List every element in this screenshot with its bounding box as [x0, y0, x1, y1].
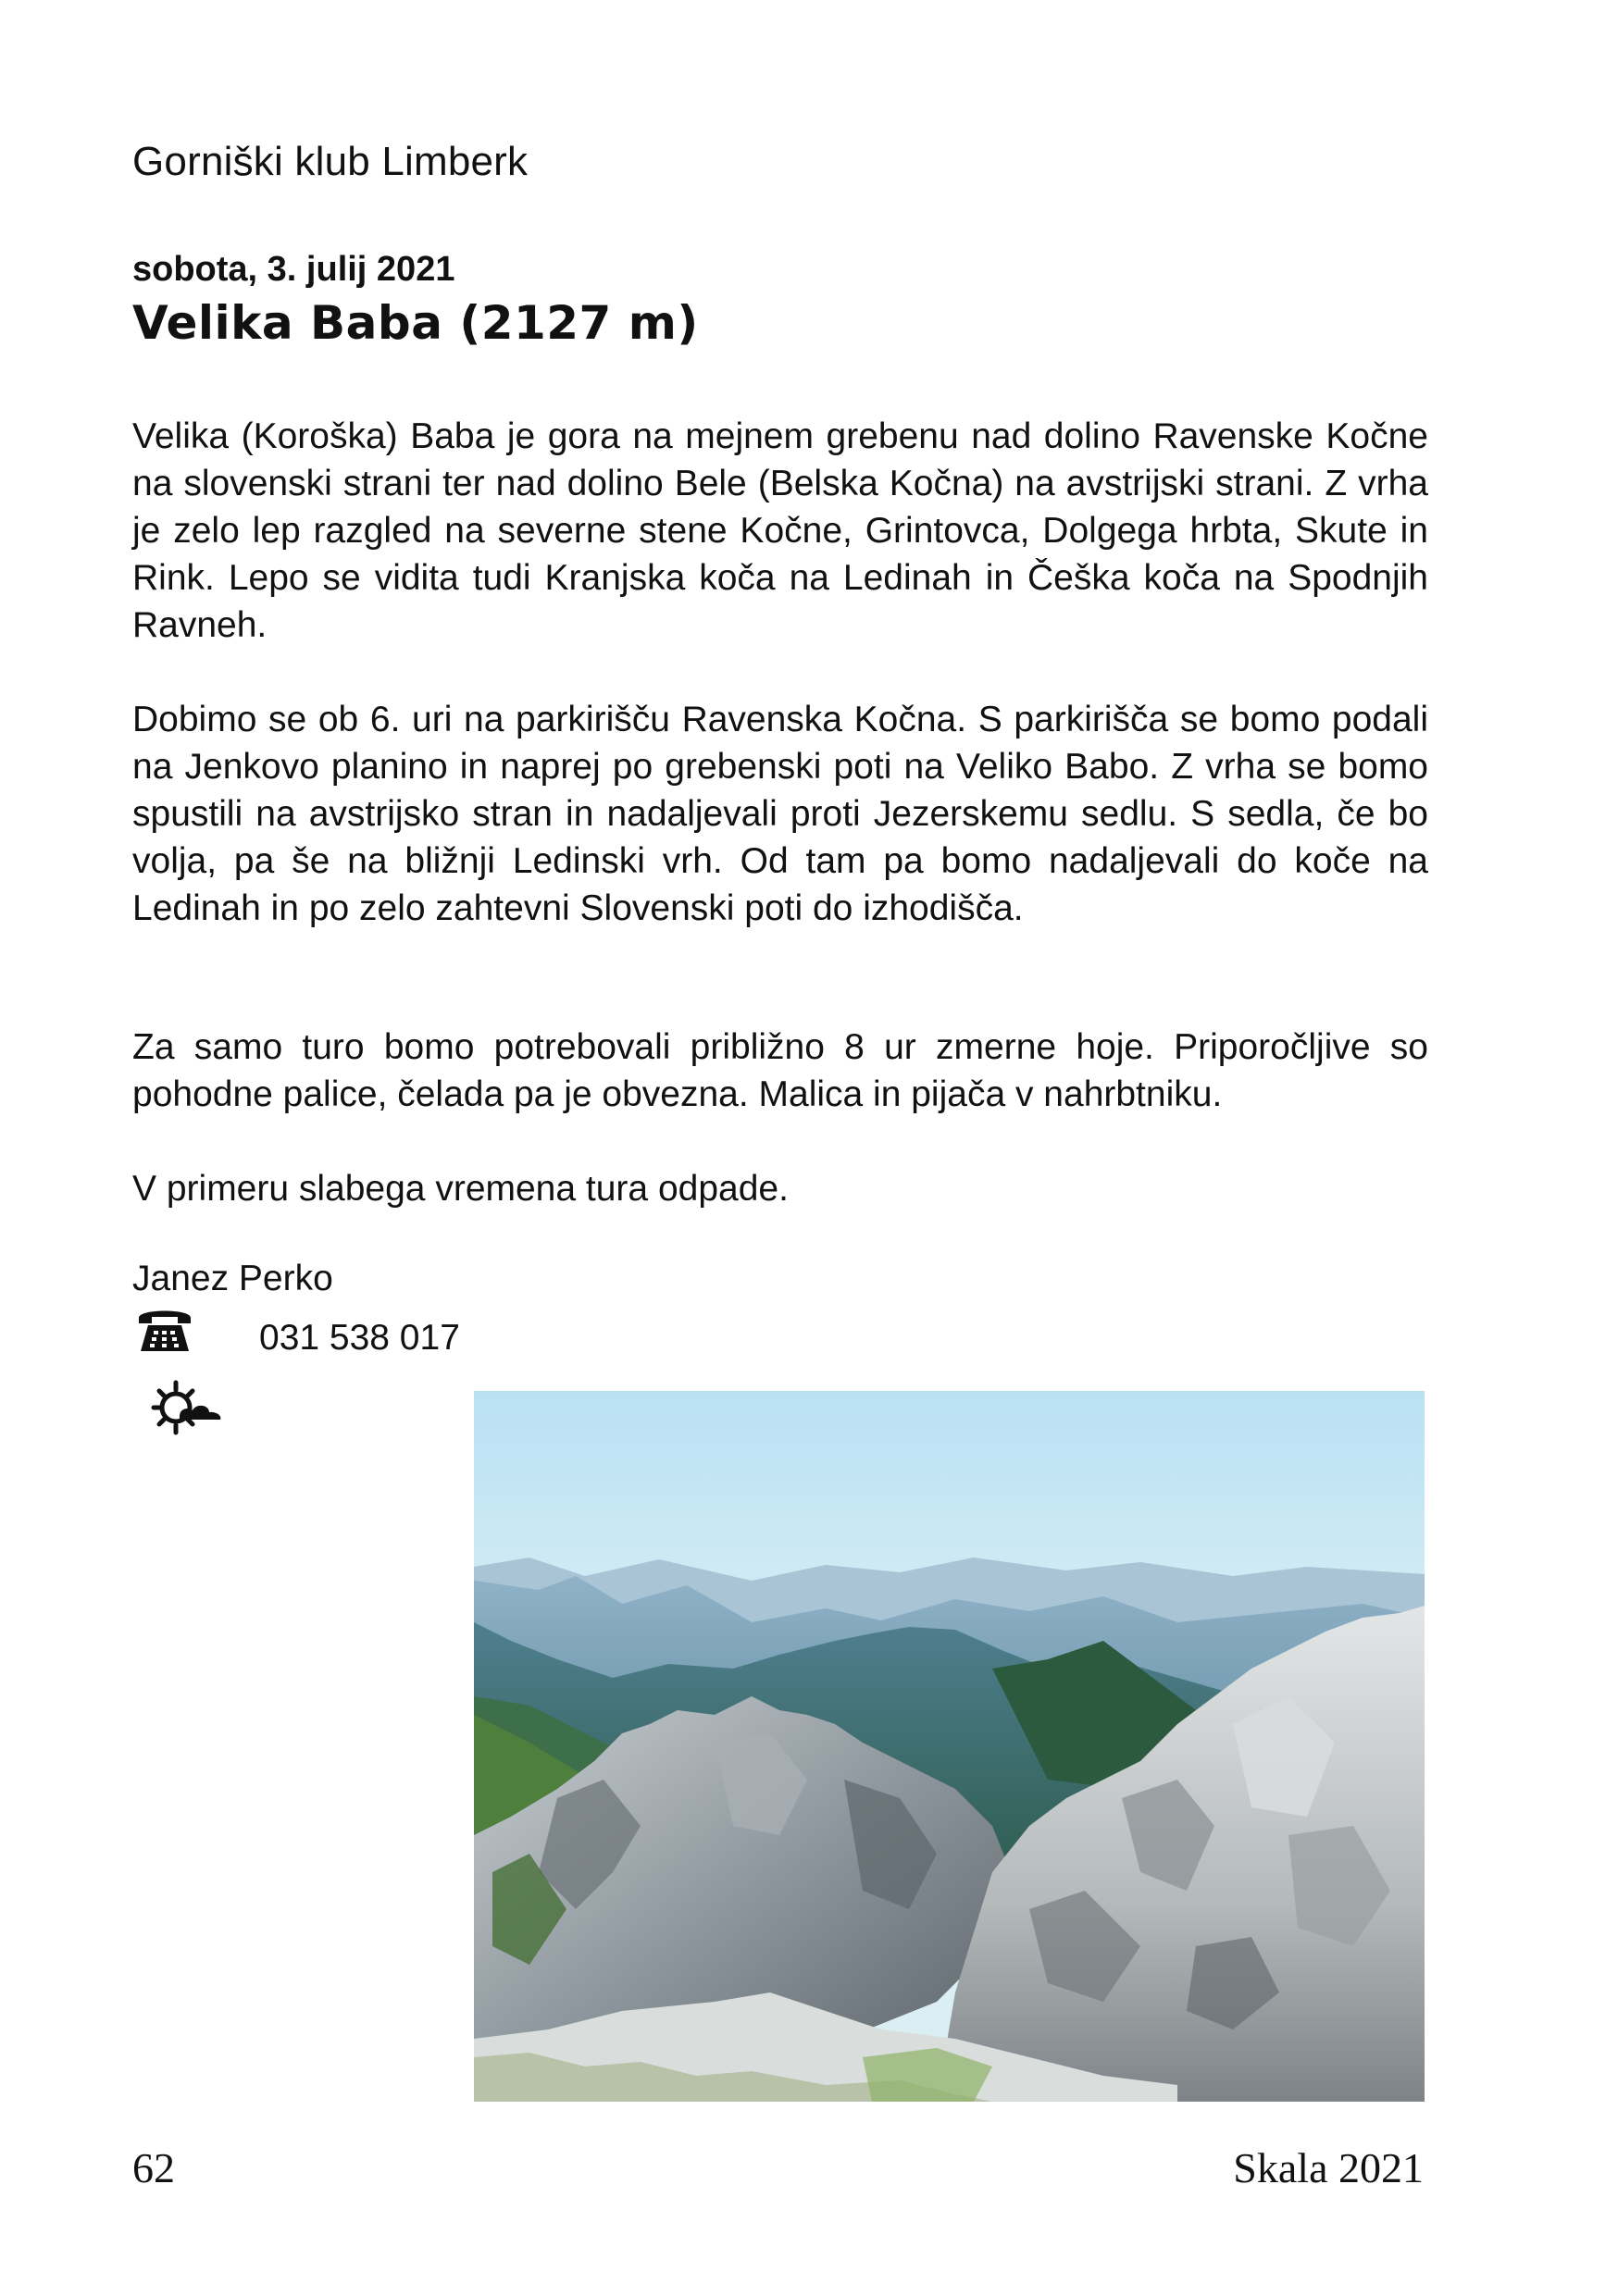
paragraph-weather-note: V primeru slabega vremena tura odpade.	[132, 1169, 789, 1209]
paragraph-equipment: Za samo turo bomo potrebovali približno 8 ur zmerne hoje. Priporočljive so pohodne palice, čelada pa je obvezna. Malica in pijača v nahrbtniku.	[132, 1027, 1428, 1114]
event-title: Velika Baba (2127 m)	[132, 296, 699, 350]
paragraph-description: Velika (Koroška) Baba je gora na mejnem grebenu nad dolino Ravenske Kočne na slovenski strani ter nad dolino Bele (Belska Kočna) na avstrijski strani. Z vrha je zelo lep razgled na severne stene Kočne, Grintovca, Dolgega hrbta, Skute in Rink. Lepo se vidita tudi Kranjska koča na Ledinah in Češka koča na Spodnjih Ravneh.	[132, 416, 1428, 645]
event-date: sobota, 3. julij 2021	[132, 250, 455, 289]
phone-number: 031 538 017	[259, 1318, 460, 1358]
page-number: 62	[132, 2144, 175, 2191]
leader-name: Janez Perko	[132, 1259, 333, 1298]
publication-name: Skala 2021	[1233, 2144, 1424, 2191]
weather-sun-cloud-icon	[148, 1379, 226, 1440]
telephone-icon	[135, 1305, 194, 1355]
club-name: Gorniški klub Limberk	[132, 139, 529, 184]
paragraph-route: Dobimo se ob 6. uri na parkirišču Ravenska Kočna. S parkirišča se bomo podali na Jenkovo planino in naprej po grebenski poti na Veliko Babo. Z vrha se bomo spustili na avstrijsko stran in nadaljevali proti Jezerskemu sedlu. S sedla, če bo volja, pa še na bližnji Ledinski vrh. Od tam pa bomo nadaljevali do koče na Ledinah in po zelo zahtevni Slovenski poti do izhodišča.	[132, 700, 1428, 928]
mountain-landscape-photo	[474, 1391, 1425, 2102]
